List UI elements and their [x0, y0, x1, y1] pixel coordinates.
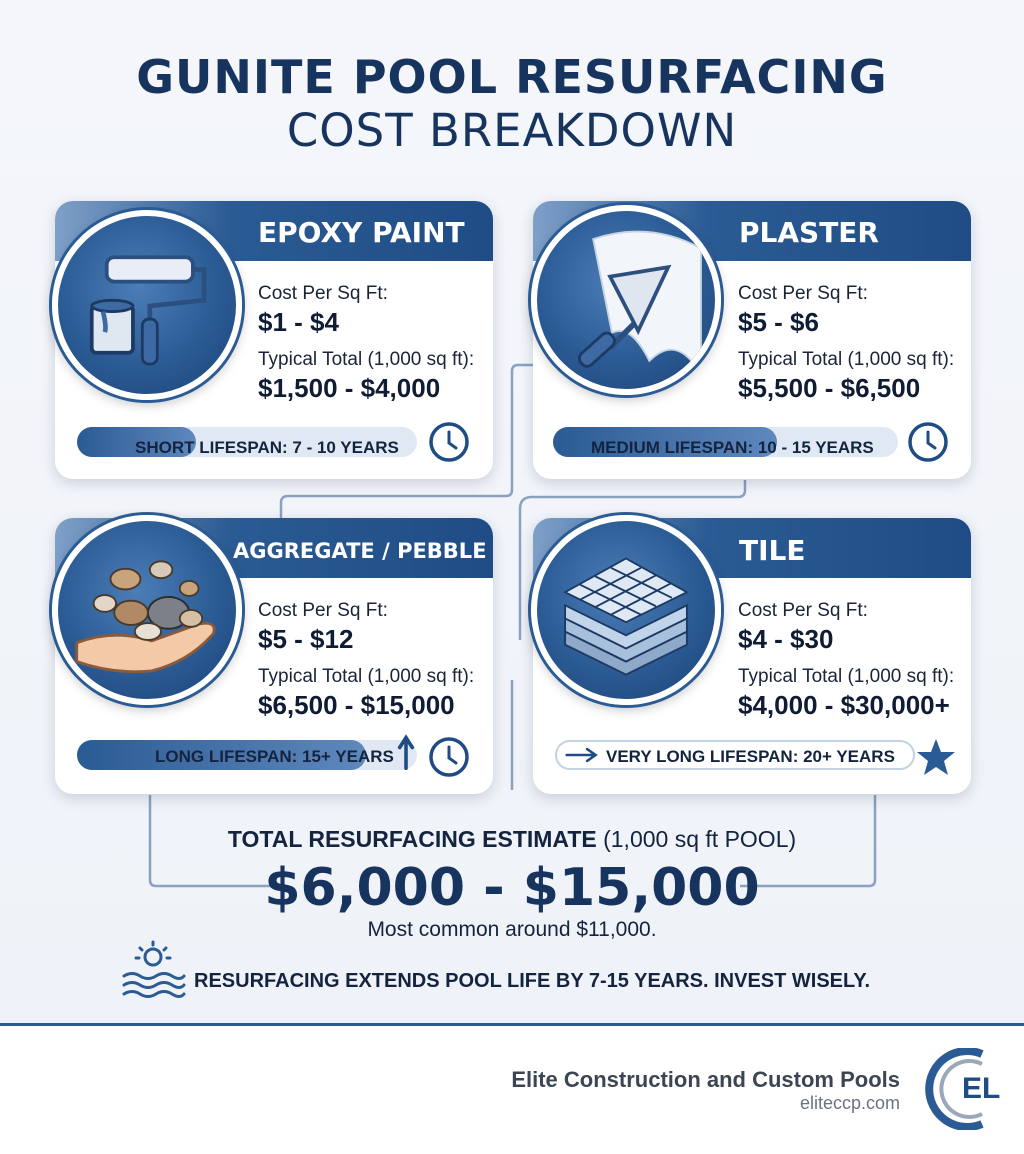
card-title: PLASTER	[739, 216, 879, 249]
cost-per-sqft-value: $1 - $4	[258, 307, 339, 337]
tagline: RESURFACING EXTENDS POOL LIFE BY 7-15 YEARS. INVEST WISELY.	[194, 970, 871, 992]
total-estimate-range: $6,000 - $15,000	[264, 858, 760, 918]
cost-per-sqft-label: Cost Per Sq Ft:	[258, 283, 388, 304]
page-title-line-2: COST BREAKDOWN	[286, 104, 738, 157]
total-estimate-note: Most common around $11,000.	[367, 918, 657, 941]
tiles-icon	[531, 515, 721, 705]
lifespan-label: MEDIUM LIFESPAN: 10 - 15 YEARS	[591, 438, 874, 457]
lifespan-label: VERY LONG LIFESPAN: 20+ YEARS	[606, 747, 895, 766]
clock-icon	[428, 421, 470, 463]
company-website[interactable]: eliteccp.com	[799, 1093, 900, 1113]
typical-total-label: Typical Total (1,000 sq ft):	[738, 349, 955, 370]
typical-total-value: $6,500 - $15,000	[258, 690, 455, 720]
arrow-up-icon	[397, 730, 415, 774]
typical-total-label: Typical Total (1,000 sq ft):	[738, 666, 955, 687]
clock-icon	[907, 421, 949, 463]
cost-per-sqft-label: Cost Per Sq Ft:	[738, 600, 868, 621]
typical-total-value: $4,000 - $30,000+	[738, 690, 950, 720]
cost-per-sqft-label: Cost Per Sq Ft:	[258, 600, 388, 621]
card-title: AGGREGATE / PEBBLE	[233, 539, 487, 563]
trowel-icon	[531, 205, 721, 395]
total-estimate-heading	[0, 826, 1024, 853]
cost-per-sqft-label: Cost Per Sq Ft:	[738, 283, 868, 304]
sun-over-water-icon	[120, 940, 186, 1002]
star-icon	[915, 736, 957, 778]
cost-per-sqft-value: $4 - $30	[738, 624, 834, 654]
lifespan-label: SHORT LIFESPAN: 7 - 10 YEARS	[135, 438, 399, 457]
cost-per-sqft-value: $5 - $12	[258, 624, 354, 654]
typical-total-value: $1,500 - $4,000	[258, 373, 441, 403]
clock-icon	[428, 736, 470, 778]
total-estimate-label: TOTAL RESURFACING ESTIMATE	[227, 826, 597, 852]
page-title-line-1: GUNITE POOL RESURFACING	[136, 50, 888, 104]
arrow-right-icon	[565, 746, 599, 764]
lifespan-label: LONG LIFESPAN: 15+ YEARS	[155, 747, 394, 766]
cost-per-sqft-value: $5 - $6	[738, 307, 819, 337]
typical-total-label: Typical Total (1,000 sq ft):	[258, 349, 475, 370]
pebbles-in-hand-icon	[52, 515, 242, 705]
svg-text:EL: EL	[962, 1072, 1001, 1105]
company-logo	[924, 1048, 1024, 1130]
total-estimate-qualifier: (1,000 sq ft POOL)	[596, 826, 797, 852]
company-name: Elite Construction and Custom Pools	[511, 1067, 900, 1092]
typical-total-label: Typical Total (1,000 sq ft):	[258, 666, 475, 687]
paint-roller-icon	[52, 210, 242, 400]
card-title: EPOXY PAINT	[258, 216, 465, 249]
typical-total-value: $5,500 - $6,500	[738, 373, 921, 403]
card-title: TILE	[739, 534, 806, 567]
